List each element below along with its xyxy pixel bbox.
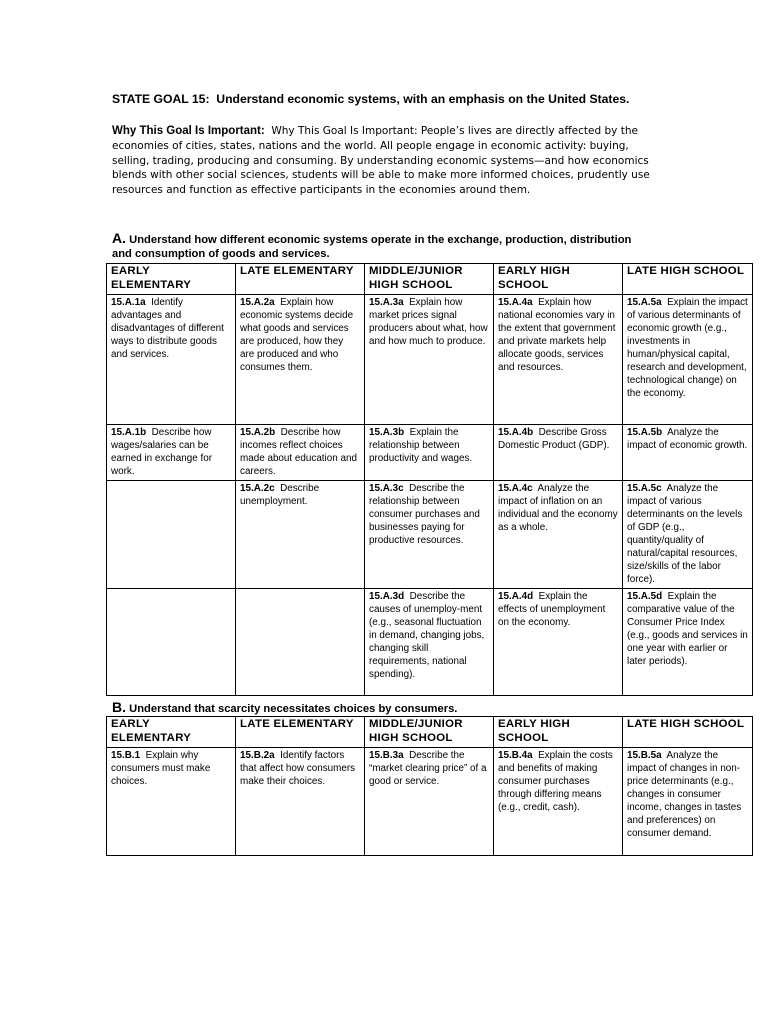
standard-code: 15.A.3a — [369, 297, 404, 309]
column-header: EARLY HIGH SCHOOL — [494, 264, 623, 295]
standard-code: 15.B.4a — [498, 750, 533, 762]
table-cell — [494, 589, 623, 696]
section-b-letter: B. — [112, 699, 126, 715]
table-cell — [623, 425, 753, 481]
standard-code: 15.A.4c — [498, 483, 533, 495]
standard-text: Identify advantages and disadvantages of different ways to distribute goods and services. — [111, 297, 224, 361]
column-header: EARLY ELEMENTARY — [107, 717, 236, 748]
standard-code: 15.B.3a — [369, 750, 404, 762]
table-row — [107, 481, 753, 589]
section-a-heading — [112, 231, 652, 261]
goal-importance-paragraph — [112, 124, 662, 198]
standard-text: Explain why consumers must make choices. — [111, 750, 211, 788]
importance-text: Why This Goal Is Important: People’s lives are directly affected by the economies of cities, states, nations and the world. All people engage in economic activity: buying, selling, trading, producing and consuming. By understanding economic systems—and how economics blends with other social sciences, students will be able to make more informed choices, prudently use resources and function as effective participants in the economies around them. — [112, 125, 650, 197]
table-cell — [623, 481, 753, 589]
column-header: LATE HIGH SCHOOL — [623, 264, 753, 295]
section-a-title: Understand how different economic systems operate in the exchange, production, distribution and consumption of goods and services. — [112, 234, 632, 260]
standard-code: 15.A.4a — [498, 297, 533, 309]
table-cell — [494, 425, 623, 481]
standard-text: Describe Gross Domestic Product (GDP). — [498, 427, 610, 452]
standard-code: 15.A.5a — [627, 297, 662, 309]
table-header-row — [107, 717, 753, 748]
standard-code: 15.A.5b — [627, 427, 663, 439]
table-cell — [365, 295, 494, 425]
table-cell — [107, 425, 236, 481]
table-cell — [494, 748, 623, 856]
table-cell — [494, 295, 623, 425]
importance-label: Why This Goal Is Important: — [112, 125, 265, 137]
standard-text: Explain how national economies vary in the extent that government and private markets help allocate goods, services and resources. — [498, 297, 616, 374]
standard-code: 15.A.3b — [369, 427, 405, 439]
table-cell — [107, 748, 236, 856]
column-header: LATE ELEMENTARY — [236, 264, 365, 295]
standard-code: 15.A.3c — [369, 483, 404, 495]
state-goal-heading — [112, 92, 657, 107]
standard-code: 15.B.5a — [627, 750, 662, 762]
section-a-table — [106, 263, 753, 696]
table-cell — [236, 481, 365, 589]
standard-text: Describe how incomes reflect choices made about education and careers. — [240, 427, 357, 478]
standard-code: 15.A.4d — [498, 591, 534, 603]
table-cell — [623, 748, 753, 856]
standard-text: Analyze the impact of various determinants on the levels of GDP (e.g., quantity/quality of natural/capital resources, size/skills of the labor force). — [627, 483, 743, 586]
table-cell — [107, 481, 236, 589]
standard-code: 15.A.5c — [627, 483, 662, 495]
standard-code: 15.A.1a — [111, 297, 146, 309]
standard-code: 15.A.2c — [240, 483, 275, 495]
column-header: MIDDLE/JUNIOR HIGH SCHOOL — [365, 264, 494, 295]
standard-text: Identify factors that affect how consumers make their choices. — [240, 750, 356, 788]
section-a-letter: A. — [112, 230, 126, 246]
standard-text: Explain the comparative value of the Consumer Price Index (e.g., goods and services in one year with earlier or later periods). — [627, 591, 748, 668]
table-row — [107, 295, 753, 425]
table-cell — [107, 589, 236, 696]
table-cell — [236, 748, 365, 856]
table-row — [107, 589, 753, 696]
standard-text: Explain how market prices signal producers about what, how and how much to produce. — [369, 297, 488, 348]
table-cell — [623, 295, 753, 425]
standard-text: Explain how economic systems decide what goods and services are produced, how they are produced and who consumes them. — [240, 297, 354, 374]
table-cell — [365, 481, 494, 589]
standard-text: Analyze the impact of inflation on an individual and the economy as a whole. — [498, 483, 618, 534]
table-cell — [365, 748, 494, 856]
standard-text: Describe unemployment. — [240, 483, 320, 508]
standard-text: Explain the effects of unemployment on the economy. — [498, 591, 606, 629]
table-cell — [494, 481, 623, 589]
standard-text: Describe the relationship between consumer purchases and businesses paying for productive resources. — [369, 483, 480, 547]
standard-code: 15.B.2a — [240, 750, 275, 762]
table-cell — [236, 295, 365, 425]
table-row — [107, 425, 753, 481]
standard-code: 15.A.2b — [240, 427, 276, 439]
standard-text: Explain the relationship between productivity and wages. — [369, 427, 473, 465]
standard-text: Explain the impact of various determinants of economic growth (e.g., investments in human/physical capital, research and development, technological change) on the economy. — [627, 297, 748, 400]
standard-text: Explain the costs and benefits of making consumer purchases through differing means (e.g., credit, cash). — [498, 750, 613, 814]
standard-text: Analyze the impact of changes in non-price determinants (e.g., changes in consumer income, changes in tastes and preferences) on consumer demand. — [627, 750, 742, 840]
section-b-heading — [112, 700, 652, 716]
table-cell — [236, 425, 365, 481]
standard-text: Describe how wages/salaries can be earned in exchange for work. — [111, 427, 213, 478]
column-header: LATE ELEMENTARY — [236, 717, 365, 748]
state-goal-label: STATE GOAL 15: — [112, 92, 210, 106]
table-cell — [236, 589, 365, 696]
column-header: EARLY HIGH SCHOOL — [494, 717, 623, 748]
standard-text: Analyze the impact of economic growth. — [627, 427, 748, 452]
standard-code: 15.A.3d — [369, 591, 405, 603]
section-b-table — [106, 716, 753, 856]
table-cell — [623, 589, 753, 696]
table-cell — [365, 425, 494, 481]
table-row — [107, 748, 753, 856]
column-header: LATE HIGH SCHOOL — [623, 717, 753, 748]
standard-code: 15.A.5d — [627, 591, 663, 603]
standard-code: 15.A.2a — [240, 297, 275, 309]
table-cell — [107, 295, 236, 425]
table-cell — [365, 589, 494, 696]
standard-text: Describe the “market clearing price” of a good or service. — [369, 750, 487, 788]
standard-text: Describe the causes of unemploy-ment (e.g., seasonal fluctuation in demand, changing jobs, changing skill requirements, national spending). — [369, 591, 485, 681]
standard-code: 15.A.4b — [498, 427, 534, 439]
table-header-row — [107, 264, 753, 295]
state-goal-text: Understand economic systems, with an emphasis on the United States. — [216, 92, 630, 106]
section-b-title: Understand that scarcity necessitates choices by consumers. — [129, 703, 458, 715]
standard-code: 15.B.1 — [111, 750, 141, 762]
standard-code: 15.A.1b — [111, 427, 147, 439]
column-header: EARLY ELEMENTARY — [107, 264, 236, 295]
column-header: MIDDLE/JUNIOR HIGH SCHOOL — [365, 717, 494, 748]
